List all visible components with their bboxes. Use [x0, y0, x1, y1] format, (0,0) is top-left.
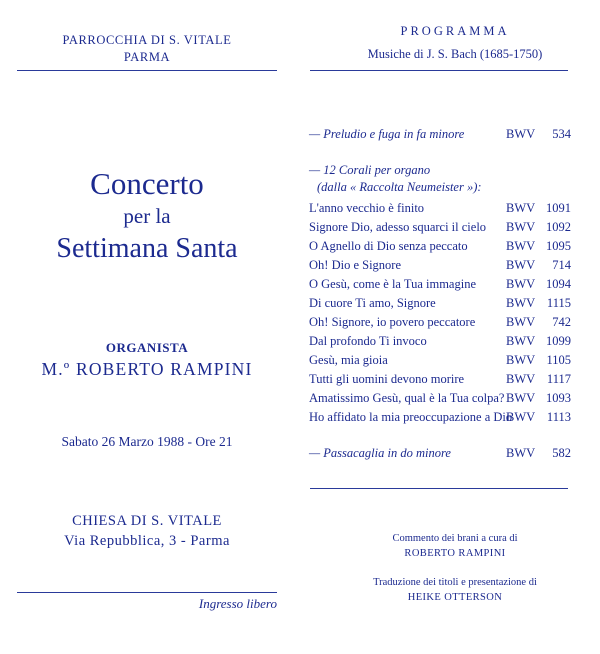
parish-city: PARMA: [123, 50, 171, 64]
list-item: [309, 256, 571, 275]
piece-title: — Passacaglia in do minore: [309, 446, 451, 460]
bwv-number: 1113: [546, 410, 571, 424]
bwv-label: BWV: [506, 201, 536, 215]
organist-name: M.º ROBERTO RAMPINI: [41, 359, 253, 379]
bwv-label: BWV: [506, 353, 536, 367]
entry-note: Ingresso libero: [198, 596, 277, 611]
credits: [310, 531, 600, 605]
header-divider: [17, 70, 277, 71]
concert-title: [17, 166, 277, 268]
list-item: [309, 218, 571, 237]
bwv-number: 1099: [546, 334, 571, 348]
footer-divider: [17, 592, 277, 593]
title-line-1: Concerto: [90, 166, 204, 201]
bwv-number: 1093: [546, 391, 571, 405]
chorales-heading-line-1: — 12 Corali per organo: [309, 163, 431, 177]
program-item-opening: [309, 125, 571, 144]
chorales-heading-line-2: (dalla « Raccolta Neumeister »):: [317, 180, 482, 194]
list-item: [309, 370, 571, 389]
program-header: [310, 20, 600, 66]
program-item-closing: [309, 444, 571, 463]
piece-title: Tutti gli uomini devono morire: [309, 372, 465, 386]
bwv-label: BWV: [506, 410, 536, 424]
piece-title: Gesù, mia gioia: [309, 353, 388, 367]
parish-header: [17, 32, 277, 66]
bwv-number: 1091: [546, 201, 571, 215]
piece-title: Di cuore Ti amo, Signore: [309, 296, 436, 310]
program-footer-divider: [310, 488, 568, 489]
bwv-label: BWV: [506, 391, 536, 405]
piece-title: Ho affidato la mia preoccupazione a Dio: [309, 410, 513, 424]
chorales-list: [309, 199, 571, 427]
program-header-divider: [310, 70, 568, 71]
chorales-heading: [309, 162, 571, 196]
piece-title: Dal profondo Ti invoco: [309, 334, 427, 348]
bwv-number: 534: [552, 127, 571, 141]
program-subtitle: Musiche di J. S. Bach (1685-1750): [367, 47, 543, 61]
translation-author: HEIKE OTTERSON: [407, 592, 503, 603]
list-item: [309, 294, 571, 313]
bwv-label: BWV: [506, 239, 536, 253]
piece-title: — Preludio e fuga in fa minore: [309, 127, 465, 141]
list-item: [309, 199, 571, 218]
piece-title: L'anno vecchio è finito: [309, 201, 425, 215]
list-item: [309, 275, 571, 294]
bwv-number: 1094: [546, 277, 571, 291]
list-item: [309, 408, 571, 427]
list-item: [309, 237, 571, 256]
piece-title: Oh! Dio e Signore: [309, 258, 401, 272]
bwv-number: 742: [552, 315, 571, 329]
commentary-author: ROBERTO RAMPINI: [404, 548, 506, 559]
program-title: PROGRAMMA: [400, 24, 510, 38]
church-address: Via Repubblica, 3 - Parma: [64, 533, 230, 549]
piece-title: Oh! Signore, io povero peccatore: [309, 315, 476, 329]
bwv-number: 1115: [546, 296, 571, 310]
bwv-label: BWV: [506, 258, 536, 272]
title-line-3: Settimana Santa: [56, 233, 238, 264]
bwv-label: BWV: [506, 277, 536, 291]
concert-date: Sabato 26 Marzo 1988 - Ore 21: [61, 434, 233, 449]
church-info: [17, 511, 277, 551]
bwv-number: 1095: [546, 239, 571, 253]
parish-name: PARROCCHIA DI S. VITALE: [62, 33, 232, 47]
title-line-2: per la: [123, 204, 171, 228]
list-item: [309, 389, 571, 408]
bwv-number: 1105: [546, 353, 571, 367]
bwv-label: BWV: [506, 220, 536, 234]
commentary-label: Commento dei brani a cura di: [392, 533, 518, 544]
bwv-label: BWV: [506, 446, 536, 460]
program-list: [309, 125, 571, 463]
bwv-label: BWV: [506, 127, 536, 141]
list-item: [309, 351, 571, 370]
bwv-number: 582: [552, 446, 571, 460]
piece-title: Amatissimo Gesù, qual è la Tua colpa?: [309, 391, 505, 405]
church-name: CHIESA DI S. VITALE: [72, 513, 222, 529]
bwv-number: 1117: [546, 372, 571, 386]
piece-title: O Gesù, come è la Tua immagine: [309, 277, 476, 291]
list-item: [309, 313, 571, 332]
piece-title: O Agnello di Dio senza peccato: [309, 239, 468, 253]
bwv-label: BWV: [506, 334, 536, 348]
organist-label: ORGANISTA: [105, 340, 189, 355]
bwv-number: 714: [552, 258, 571, 272]
translation-label: Traduzione dei titoli e presentazione di: [373, 577, 537, 588]
bwv-label: BWV: [506, 296, 536, 310]
bwv-label: BWV: [506, 372, 536, 386]
bwv-number: 1092: [546, 220, 571, 234]
piece-title: Signore Dio, adesso squarci il cielo: [309, 220, 487, 234]
bwv-label: BWV: [506, 315, 536, 329]
program-panel: [300, 0, 600, 654]
list-item: [309, 332, 571, 351]
